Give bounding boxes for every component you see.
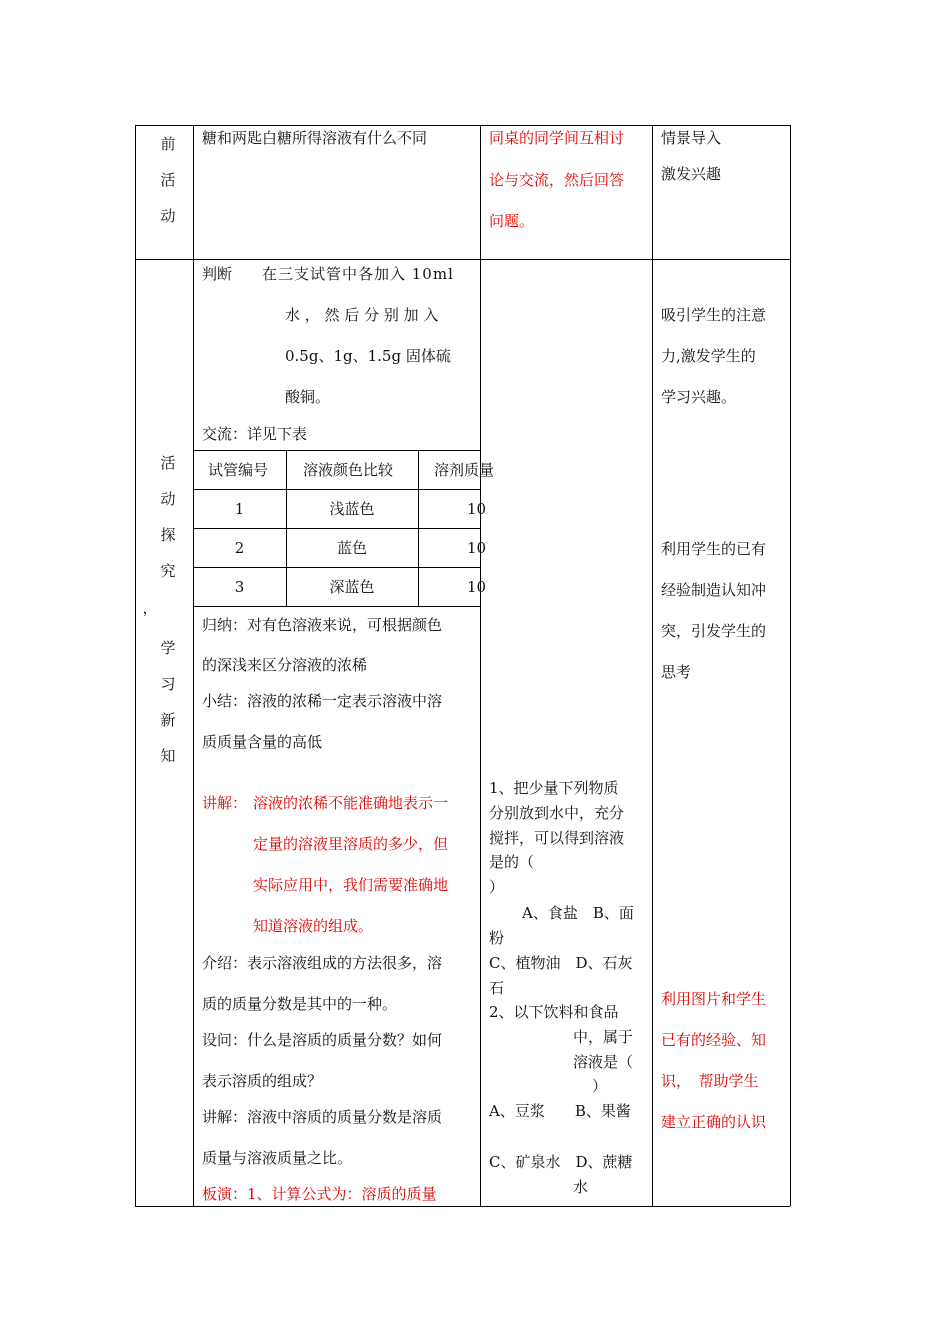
exchange-text: 交流：详见下表	[202, 425, 308, 443]
col-divider-3	[652, 125, 653, 1206]
col-divider-2	[480, 125, 481, 1206]
row1-label-char: 前	[160, 135, 176, 153]
exercise-line: ）	[592, 1077, 608, 1095]
explain-line: 质量与溶液质量之比。	[202, 1149, 353, 1167]
exercise-line: 石	[489, 979, 505, 997]
summary-line: 的深浅来区分溶液的浓稀	[202, 656, 368, 674]
lecture-line: 溶液的浓稀不能准确地表示一	[253, 794, 449, 812]
col-divider-1	[193, 125, 194, 1206]
summary-line: 质质量含量的高低	[202, 733, 323, 751]
row1-label-char: 活	[160, 171, 176, 189]
row2-label-char: 习	[160, 675, 176, 693]
question-line: 设问：什么是溶质的质量分数？如何	[202, 1031, 443, 1049]
row2-label-char: 知	[160, 747, 176, 765]
table-right-border	[790, 125, 791, 1206]
exercise-line: 溶液是（	[573, 1053, 634, 1071]
exercise-line: 搅拌，可以得到溶液	[489, 829, 625, 847]
exercise-line: 分别放到水中，充分	[489, 804, 625, 822]
exercise-line: 粉	[489, 929, 505, 947]
exercise-line: 水	[573, 1178, 589, 1196]
inner-cell: 10	[467, 578, 487, 596]
judge-line: 酸铜。	[285, 388, 331, 406]
summary-line: 归纳：对有色溶液来说，可根据颜色	[202, 616, 443, 634]
inner-table-line	[193, 450, 480, 451]
inner-cell: 10	[467, 539, 487, 557]
row1-label-char: 动	[160, 207, 176, 225]
lecture-line: 定量的溶液里溶质的多少，但	[253, 835, 449, 853]
lecture-label: 讲解：	[202, 794, 248, 812]
student-line: 论与交流，然后回答	[489, 171, 625, 189]
judge-line: 在三支试管中各加入 10ml	[262, 265, 454, 283]
row-divider	[135, 259, 790, 260]
intent-line: 识， 帮助学生	[661, 1072, 759, 1090]
inner-cell: 1	[234, 500, 245, 518]
exercise-line: A、食盐 B、面	[522, 904, 634, 922]
lecture-line: 知道溶液的组成。	[253, 917, 374, 935]
inner-table-line	[193, 567, 480, 568]
inner-table-line	[193, 528, 480, 529]
row2-label-comma: ，	[142, 599, 158, 617]
inner-table-line	[193, 606, 480, 607]
intent-line: 建立正确的认识	[661, 1113, 767, 1131]
inner-table-line	[418, 450, 419, 606]
summary-line: 小结：溶液的浓稀一定表示溶液中溶	[202, 692, 443, 710]
intent-line: 激发兴趣	[661, 165, 722, 183]
board-text: 板演：1、计算公式为：溶质的质量	[202, 1185, 437, 1203]
exercise-line: 是的（	[489, 853, 535, 871]
row2-label-char: 探	[160, 526, 176, 544]
exercise-line: C、植物油 D、石灰	[489, 954, 633, 972]
intent-line: 已有的经验、知	[661, 1031, 767, 1049]
exercise-line: 2、以下饮料和食品	[489, 1003, 619, 1021]
intent-line: 突，引发学生的	[661, 622, 767, 640]
exercise-line: ）	[489, 878, 505, 896]
table-bottom-border	[135, 1206, 790, 1207]
inner-cell: 蓝色	[336, 539, 367, 557]
inner-cell: 浅蓝色	[329, 500, 375, 518]
intent-line: 吸引学生的注意	[661, 306, 767, 324]
inner-cell: 10	[467, 500, 487, 518]
inner-cell: 3	[234, 578, 245, 596]
intent-line: 学习兴趣。	[661, 388, 737, 406]
exercise-line: 1、把少量下列物质	[489, 779, 619, 797]
row2-label-char: 新	[160, 711, 176, 729]
inner-header: 溶液颜色比较	[303, 461, 394, 479]
row2-label-char: 学	[160, 639, 176, 657]
intent-line: 力,激发学生的	[661, 347, 756, 365]
intro-line: 介绍：表示溶液组成的方法很多，溶	[202, 954, 443, 972]
inner-cell: 深蓝色	[329, 578, 375, 596]
intent-line: 经验制造认知冲	[661, 581, 767, 599]
student-line: 问题。	[489, 212, 535, 230]
table-left-border	[135, 125, 136, 1206]
row2-label-char: 究	[160, 562, 176, 580]
inner-header: 溶剂质量	[434, 461, 495, 479]
question-line: 表示溶质的组成？	[202, 1072, 323, 1090]
row1-content: 糖和两匙白糖所得溶液有什么不同	[202, 129, 428, 147]
exercise-line: 中，属于	[573, 1028, 634, 1046]
explain-line: 讲解：溶液中溶质的质量分数是溶质	[202, 1108, 443, 1126]
inner-cell: 2	[234, 539, 245, 557]
student-line: 同桌的同学间互相讨	[489, 129, 625, 147]
inner-header: 试管编号	[208, 461, 269, 479]
exercise-line: C、矿泉水 D、蔗糖	[489, 1153, 633, 1171]
lecture-line: 实际应用中，我们需要准确地	[253, 876, 449, 894]
judge-line: 水 ， 然 后 分 别 加 入	[285, 306, 439, 324]
row2-label-char: 动	[160, 490, 176, 508]
row2-label-char: 活	[160, 454, 176, 472]
table-top-border	[135, 125, 790, 126]
intent-line: 利用学生的已有	[661, 540, 767, 558]
exercise-line: A、豆浆 B、果酱	[489, 1102, 631, 1120]
intro-line: 质的质量分数是其中的一种。	[202, 995, 398, 1013]
judge-line: 0.5g、1g、1.5g 固体硫	[285, 347, 451, 365]
intent-line: 情景导入	[661, 129, 722, 147]
intent-line: 思考	[661, 663, 692, 681]
inner-table-line	[193, 489, 480, 490]
intent-line: 利用图片和学生	[661, 990, 767, 1008]
judge-label: 判断	[202, 265, 233, 283]
